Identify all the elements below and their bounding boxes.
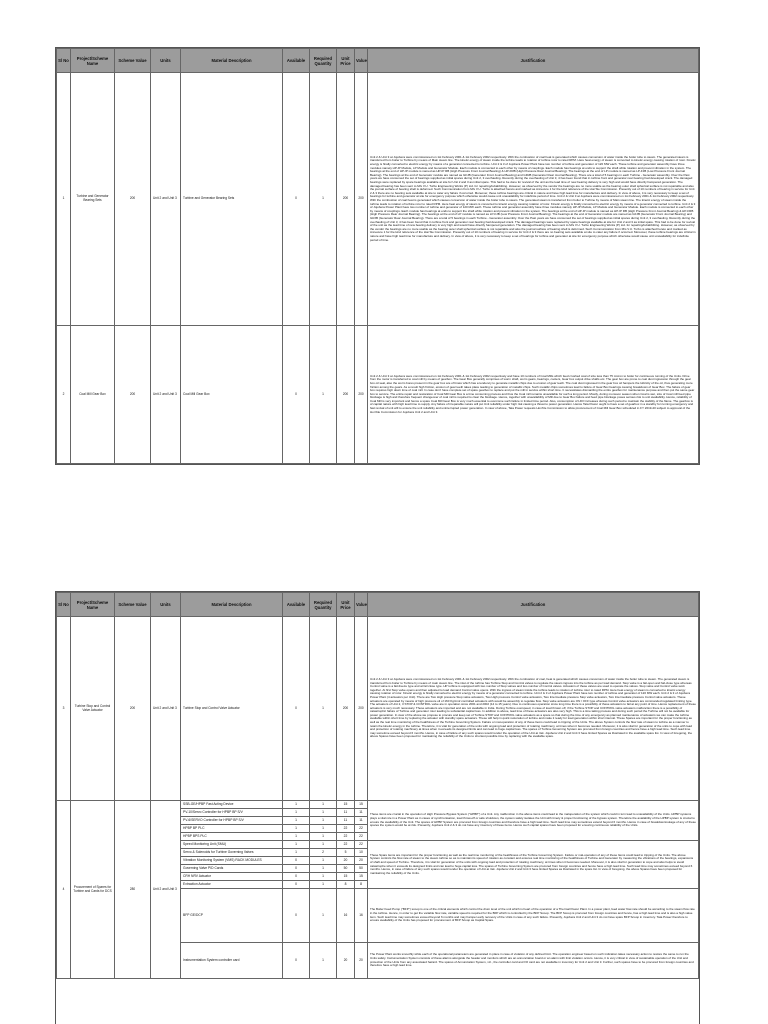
cell-price: 50 [337, 865, 355, 873]
material-table [56, 48, 699, 464]
cell-material: Governing Valve PID Cards [181, 865, 283, 873]
cell-required: 1 [310, 817, 337, 825]
col-available: Available [283, 49, 310, 73]
table-row [57, 617, 699, 801]
cell-price: 22 [337, 841, 355, 849]
col-material: Material Description [181, 49, 283, 73]
cell-value: 22 [355, 833, 368, 841]
cell-justification: These Spare items are important for the proper functioning as well as the real time monitoring of the healthiness of the Turbine Governing System. Failure or mal-operation of any of these Items could lead to tripping of the Units. The above System controls the flow rate of steam to the steam turbine so as to maintain its speed of rotation as constant and ensures real time monitoring of the healthiness of Turbine and Generator by measuring the vibrations of the bearings, expansions of shaft and speed of Turbine. Therefore, it is vital for generation of the units with ongoing load and protection of rotating machinery, at times when it becomes needed. Moreover, it is also vital for generation to cope and also helps to avoid catastrophe when it exceeds its designed limits and can lead to huge capital loss. The spares of Turbine Governing System are procured from foreign countries and hence have a high lead time. Such lead time may sometimes exceed beyond 6 months. Hence, in case of failure of any such spares would render the operation of Unit at risk. Jojobera Unit 2 and Unit 3 have limited Spares as illustrated in the spare list. In view of foregoing, the above Spares have been proposed for maintaining the reliability of the Units. [368, 841, 699, 889]
cell-required: 1 [310, 881, 337, 889]
cell-units: Unit 2 and Unit 3 [151, 617, 181, 801]
col-sl-no: Sl No [57, 593, 71, 617]
col-value: Value [355, 49, 368, 73]
cell-required: 1 [310, 809, 337, 817]
cell-value: 20 [355, 943, 368, 979]
col-required: Required Quantity [310, 49, 337, 73]
cell-units: Unit 2 and Unit 3 [151, 73, 181, 326]
cell-value: 15 [355, 801, 368, 809]
cell-required: 1 [310, 889, 337, 943]
cell-value: 8 [355, 881, 368, 889]
cell-sl: 1 [57, 73, 71, 326]
cell-value: 15 [355, 873, 368, 881]
cell-scheme-value: 200 [115, 326, 151, 464]
cell-justification: Unit 2 & Unit 3 at Jojobera were commissioned on 1st February 2001 & 1st February 2002 respectively and have 10 numbers of Coal Mills which feed crushed coal of size less than 75 micron to boiler for continuous running of the Units. Drive from the motor is transferred to coal mill by means of gearbox. The Gear Box generally comprises of worm shaft, worm gears, bearings, coolers, Gear box output drive shafts etc. The gear box are prone to coal dust ingression through the gear box oil seal, also the worm bores present in the gear box are of brass which has a tendency to generate metallic chips due to erosion of gear teeth. The coal dust ingressed in the gear box oil hampers the lubricity of the oil, thus generating more friction among the gears. As a result high friction, erosion of gear teeth takes place leading to generation of metallic chips. Such metallic chips sometimes lead to failure of Gear Box bearings causing breakdown of Gear Box. The failure of gear box requires high down time of coal mill. In case don't have complete set of spare gearbox to replace and put the mill in service within short time. It necessitates dismantling the entire gearbox for maintenance purpose and then put the same gear box to service. The entire repair and restoration of Coal Mill Gear Box is a time consuming process and thus the Coal mill remains unavailable for such a long period. Mostly, during monsoon season when Coal is wet, size of Coal mill feed pipe blockage is high and therefore frequent changeover of coal mill is required to clear the blockage. Hence, together with unavailability of Mill due to Gear Box failure and feed pipe blockage poses serious risk to unit availability. Hence, reliability of Coal Mill is very important and hence a spare Coal Mill Gear Box is very much essential to overcome such failure in limited time period. Also, consumption of LDO increases during such period to maintain the stability of the flame. The gearbox is of capital nature with high lead time to supply. Any failure of irreparable nature will put Unit reliability under high risk causing a threat to power generation. Hence Tata Power ought to have a set of gearbox in a standby for running emergency and fast revival of unit will to ensure the unit reliability and uninterrupted power generation. In view of above, Tata Power requests Hon'ble Commission to allow procurement of Coal Mill Gear Box scheduled in FY 2019-20 subject to approval of the Hon'ble Commission for Jojobera Unit 2 and Unit 3. [368, 326, 699, 464]
cell-project: Turbine Stop and Control Valve Actuator [71, 617, 115, 801]
cell-value: 11 [355, 809, 368, 817]
cell-justification: Unit 2 & Unit 3 at Jojobera were commissioned on 1st February 2001 & 1st February 2002 respectively. With the combustion of coal heat is generated which causes conversion of water inside the boiler tube to steam. The generated steam is transferred from boiler to Turbine by means of Main steam line. The kinetic energy of steam inside the turbine leads to rotation of turbine rotor to rated RPM. Here heat energy of steam is converted to kinetic energy causing rotation of rotor. Kinetic energy is finally converted to electric energy by means of a generator connected to turbine. Unit 2 & 3 of Jojobera Power Plant have two number of turbine and generator of 120 MW each. These turbine and generator assembly have three modules namely HP-IP Module, LP Module and Generator Module. Each module is connected to each other by means of couplings. Each module has bearings at ends to support the shaft while rotation and prevent vibration in the system. The bearings at the end of HP-IP module is named as HP-IP RB (High Pressure Front Journal Bearing) & HP-FRB (High Pressure Rear Journal Bearing). The bearings at the end of LP module is named as LP-FJB (Low Pressure Front Journal Bearing). The bearings at the end of Generator module are named as GFJB (Generator Front Journal Bearing) and GRJB (Generator Rear Journal Bearing). There are a total of 5 bearings in each Turbine - Generator assembly. Over the Past years we have consumed the set of bearings supplied as initial spares during Unit 2, 3 overhauling. Recently during the overhauling of Unit 3, 4 has been found that in turbine front and generator rear bearing had developed crack. The damaged bearings were replaced by spare bearings available at site for Unit 2 and 3 as initial spare. This had to be done for revival of the unit as the lead time of new bearing delivery is very high and would have directly hampered generation. The damaged bearing has been sent to M/s V.U. Turbo Engineering Works (P) Ltd. for repairing/rebabbitting. However, as observed by the vendor the bearings are no more usable as the bearing outer shell spherical surface is not repairable and also the journal surface of bearing shell is deformed. Such Communication from M/s V.U. Turbo is attached hereto and marked as Annexure 1 for the kind reference of the Hon'ble Commission. Presently out of 10 numbers of bearing in service for Unit 2 & 3 there are no bearing sets available at site to cater any failure if occurred. Moreover, these turbine bearings are critical in nature and have high lead time for manufacture and delivery. In view of above, it is very necessary to keep a set of bearings for turbine and generator at site for emergency purpose which otherwise would cause unit unavailability for indefinite period of time. Unit 2 & Unit 3 at Jojobera were commissioned on 1st February 2001 & 1st February 2002 respectively. With the combustion of coal heat is generated which causes conversion of water inside the boiler tube to steam. The generated steam is transferred from boiler to Turbine by means of Main steam line. The kinetic energy of steam inside the turbine leads to rotation of turbine rotor to rated RPM. Here heat energy of steam is converted to kinetic energy causing rotation of rotor. Kinetic energy is finally converted to electric energy by means of a generator connected to turbine. Unit 2 & 3 of Jojobera Power Plant have two number of turbine and generator of 120 MW each. These turbine and generator assembly have three modules namely HP-IP Module, LP Module and Generator Module. Each module is connected to each other by means of couplings. Each module has bearings at ends to support the shaft while rotation and prevent vibration in the system. The bearings at the end of HP-IP module is named as HP-IP RB (High Pressure Front Journal Bearing) & HP-FRB (High Pressure Rear Journal Bearing). The bearings at the end of LP module is named as LP-FJB (Low Pressure Front Journal Bearing). The bearings at the end of Generator module are named as GFJB (Generator Front Journal Bearing) and GRJB (Generator Rear Journal Bearing). There are a total of 5 bearings in each Turbine - Generator assembly. Over the Past years we have consumed the set of bearings supplied as initial spares during Unit 2, 3 overhauling. Recently during the overhauling of Unit 3, 4 has been found that in turbine front and generator rear bearing had developed crack. The damaged bearings were replaced by spare bearings available at site for Unit 2 and 3 as initial spare. This had to be done for revival of the unit as the lead time of new bearing delivery is very high and would have directly hampered generation. The damaged bearing has been sent to M/s V.U. Turbo Engineering Works (P) Ltd. for repairing/rebabbitting. However, as observed by the vendor the bearings are no more usable as the bearing outer shell spherical surface is not repairable and also the journal surface of bearing shell is deformed. Such Communication from M/s V.U. Turbo is attached hereto and marked as Annexure 1 for the kind reference of the Hon'ble Commission. Presently out of 10 numbers of bearing in service for Unit 2 & 3 there are no bearing sets available at site to cater any failure if occurred. Moreover, these turbine bearings are critical in nature and have high lead time for manufacture and delivery. In view of above, it is very necessary to keep a set of bearings for turbine and generator at site for emergency purpose which otherwise would cause unit unavailability for indefinite period of time. [368, 73, 699, 326]
cell-scheme-value: 200 [115, 617, 151, 801]
cell-price: 11 [337, 809, 355, 817]
table-row [57, 801, 699, 809]
cell-price: 200 [337, 617, 355, 801]
cell-value: 200 [355, 73, 368, 326]
table-row [57, 73, 699, 326]
cell-material: Servo & Solenoids for Turbine Governing Valves [181, 849, 283, 857]
cell-required: 1 [310, 73, 337, 326]
cell-price: 20 [337, 857, 355, 865]
col-available: Available [283, 593, 310, 617]
cell-project: Coal Mill Gear Box [71, 326, 115, 464]
cell-units: Unit 2 and Unit 3 [151, 801, 181, 979]
table-sheet-1 [55, 47, 700, 465]
cell-available: 0 [283, 889, 310, 943]
cell-material: PV-6/SERVO Controller for HPBP BP S/V [181, 817, 283, 825]
table-row [57, 326, 699, 464]
cell-material: Coal Mill Gear Box [181, 326, 283, 464]
cell-required: 1 [310, 801, 337, 809]
cell-price: 20 [337, 943, 355, 979]
cell-available: 1 [283, 833, 310, 841]
cell-required: 1 [310, 833, 337, 841]
col-justification: Justification [368, 49, 699, 73]
cell-material: Extraction Actuator [181, 881, 283, 889]
cell-value: 22 [355, 825, 368, 833]
cell-material: SSB-GE/HPBP Fast Acting Device [181, 801, 283, 809]
col-unit-price: Unit Price [337, 593, 355, 617]
col-project: Project/Scheme Name [71, 49, 115, 73]
cell-material: CRH NRV Actuator [181, 873, 283, 881]
cell-price: 22 [337, 833, 355, 841]
cell-justification: These items are crucial in the operation of High Pressure Bypass System ("HPBP") of a Unit. Any malfunction in the above items could lead to the maloperation of the system which could in turn lead to unavailability of the Units. HPBP systems plays a vital role in a Power Plant as in cases of synchronisation, load throw-off or safe shutdown, the system safely isolates the Unit with timely & proper functioning of the bypass system. Therefore the availability of the HPBP system is crucial to ensure the availability of the Unit. The spares of HPBP System are procured from foreign countries and therefore have a high lead time. Such lead time may sometimes extend beyond 6 months. Hence in case of breakdown/outage of any of these spares the system would be at risk. Presently, Jojobera Unit 2 & 3 do not have any inventory of these items. Hence such capital spares have been proposed for ensuring continuous reliability of the Units. [368, 801, 699, 841]
cell-price: 11 [337, 817, 355, 825]
col-justification: Justification [368, 593, 699, 617]
cell-available: 1 [283, 841, 310, 849]
col-project: Project/Scheme Name [71, 593, 115, 617]
cell-available: 0 [283, 73, 310, 326]
cell-value: 10 [355, 849, 368, 857]
cell-scheme-value: 280 [115, 801, 151, 979]
cell-scheme-value: 200 [115, 73, 151, 326]
cell-value: 20 [355, 857, 368, 865]
material-table [56, 592, 699, 979]
cell-required: 2 [310, 849, 337, 857]
cell-material: PV-10/Servo Controller for HPBP BP S/V [181, 809, 283, 817]
cell-justification: The Boiler Feed Pump ("BFP") scoop is one of the critical elements which control the drum level of the unit which is heart of the operation of a Thermal Power Plant. In a power plant, feed water flow rate should be according to the steam flow rate in the turbine. Hence, in order to get the variable flow rate, variable speed is required for the BFP which is controlled by the BFP Scoop. The BFP Scoop is procured from foreign countries and hence, has a high lead time and is also a high value item. Such lead time may sometimes exceed beyond 6 months and may hamper early recovery of the Units in case of any such failure. Presently, Jojobera Unit 2 and Unit 3 do not have spare BFP Scoop in inventory. Tata Power therefore to ensure availability of the Units has proposed for procurement of BFP Scoop as Capital Spare. [368, 889, 699, 943]
cell-justification: The Power Plant works smoothly while each of the operational parameters are generated in place in case of violation of any defined limit. The operation engineer based on such indication takes necessary action to restore the same to run the Units safely. Instrumentation System consists of these alarms alongside the header and monitors which are an annunciation board or an alarm with limit violation occurs. Hence, it is very critical in view of sustainable operation of the Unit and protection of the Units from any associated hazard. The spares of Annunciation System, viz., the controller card and I/O card are not available in inventory for Unit 2 and Unit 3. Further, such spares have to be procured from foreign countries and therefore have a high lead time. [368, 943, 699, 979]
cell-available: 0 [283, 857, 310, 865]
cell-material: Instrumentation System controller card [181, 943, 283, 979]
cell-available: 0 [283, 617, 310, 801]
cell-available: 1 [283, 809, 310, 817]
cell-required: 1 [310, 943, 337, 979]
cell-value: 22 [355, 841, 368, 849]
cell-project: Procurement of Spares for Turbine and Cards for DCS [71, 801, 115, 979]
col-units: Units [151, 49, 181, 73]
cell-justification: Unit 2 & Unit 3 at Jojobera were commissioned on 1st February 2001 & 1st February 2002 respectively. With the combustion of coal, heat is generated which causes conversion of water inside the boiler tube to steam. The generated steam is transferred from boiler to Turbine by means of main steam line. The inlet of the turbine has Turbine Stop and Control valves to regulate the steam ingress into the turbine as per load demand. Stop valve is a fail-open and fail-close type whereas Control valve is a fail-freeze type and at fail close type. HP turbine is equipped with two number of Stop valves and two number of Control valves. Actuators of these valves are used to operate the valves. Stop valve and Control valve work together. At first Stop valve opens and then adjusted to load demand Control valve opens. With the ingress of steam inside the turbine leads to rotation of turbine rotor to rated RPM. Here heat energy of steam is converted to kinetic energy causing rotation of rotor. Kinetic energy is finally converted to electric energy by means of a generator connected to turbine. Unit 2 & 3 of Jojobera Power Plant have two number of turbine and generator of 120 MW each. Unit 2 & 3 of Jojobera Power Plant (4 actuators per Unit). There are Two High pressure Stop valve actuators, Two High pressure Control valve actuators, Two Intermediate pressure Stop valve actuators, Two Intermediate pressure Control valve actuators. These actuators are operated by means of high pressure oil of 160 Kg/cm2 controlled actuators with would be assembly to regulate flow. Stop valve actuators are ON / OFF type whereas Control valve actuators are commanded regulated limiting type. The actuators of Unit 2, 3 STOP & CONTROL valve are in operation since 2001 and 2002 (14 to 15 years). Due to continuous operation since long time there is a possibility of these actuators to fail at any point of time. Hence replacement of these actuators is very much necessary. These actuators are imported and are not available in India. During Turbine overspeed, in case of load thrown off, if the Turbine STOP and CONTROL valve actuators malfunction there is a possibility of catastrophic failure of Turbine and generator rotor leading to substantial capital loss. In addition to above, lead time of these actuators are also very high. This is a time taking process and during such period the Turbine will not be available for power generation. In view of the above we propose to procure and keep set of Turbine STOP and CONTROL valve actuators as a spare so that during the time of any emergency as planned maintenance of actuators we can make the turbine available within short time by replacing the actuator with standby spare actuators. These will help in quick restoration of turbine and make it ready for load generation within short interval. These Spares are important for the proper functioning as well as the real time monitoring of the healthiness of the Turbine Governing System. Failure or mal-operation of any of these Items could lead to tripping of the Units. The above System controls the flow rate of steam to turbine as a manner to retain the kinetic energy in the turbine. Therefore, it is vital for generation of the units with ongoing load and protection of rotating machinery, at times when it becomes needed. Moreover, it is also vital for generation of the units to cope with load and protection of rotating machinery at times when it exceeds its designed limits and can lead to huge capital loss. The spares of Turbine Governing System are procured from foreign countries and hence have a high lead time. Such lead time may sometime exceed beyond 6 months. Hence, in case of failure of any such spares would render the operation of the Unit at risk. Jojobera Unit 2 and Unit 3 have limited Spares as illustrated in the available spare list. In view of foregoing, the above Spares have been proposed for maintaining the reliability of the Units to shortest possible time by replacing with the available spare. [368, 617, 699, 801]
cell-available: 0 [283, 881, 310, 889]
col-sl-no: Sl No [57, 49, 71, 73]
cell-required: 1 [310, 865, 337, 873]
cell-price: 5 [337, 849, 355, 857]
cell-value: 11 [355, 817, 368, 825]
cell-available: 1 [283, 801, 310, 809]
cell-sl: 4 [57, 801, 71, 979]
cell-price: 15 [337, 801, 355, 809]
cell-material: HPBP BP PLC [181, 825, 283, 833]
cell-available: 0 [283, 326, 310, 464]
cell-project: Turbine and Generator Bearing Sets [71, 73, 115, 326]
cell-available: 0 [283, 943, 310, 979]
cell-required: 1 [310, 825, 337, 833]
table-sheet-2 [55, 591, 700, 1024]
cell-available: 1 [283, 849, 310, 857]
cell-value: 50 [355, 865, 368, 873]
cell-value: 200 [355, 617, 368, 801]
cell-material: HPBP BPS PLC [181, 833, 283, 841]
cell-required: 1 [310, 326, 337, 464]
cell-available: 1 [283, 825, 310, 833]
cell-price: 15 [337, 873, 355, 881]
col-scheme-value: Scheme Value [115, 49, 151, 73]
cell-material: Turbine Stop and Control Valve Actuator [181, 617, 283, 801]
col-unit-price: Unit Price [337, 49, 355, 73]
cell-required: 1 [310, 617, 337, 801]
cell-material: Speed Monitoring Unit (SMU) [181, 841, 283, 849]
col-required: Required Quantity [310, 593, 337, 617]
cell-price: 8 [337, 881, 355, 889]
cell-material: Vibration Monitoring System (VMS) RACK MODULES [181, 857, 283, 865]
cell-required: 1 [310, 841, 337, 849]
cell-sl: 2 [57, 326, 71, 464]
col-material: Material Description [181, 593, 283, 617]
cell-units: Unit 2 and Unit 3 [151, 326, 181, 464]
cell-sl: 3 [57, 617, 71, 801]
cell-required: 1 [310, 873, 337, 881]
cell-price: 200 [337, 326, 355, 464]
cell-available: 1 [283, 817, 310, 825]
cell-required: 1 [310, 857, 337, 865]
col-value: Value [355, 593, 368, 617]
cell-available: 0 [283, 873, 310, 881]
header-row [57, 49, 699, 73]
cell-available: 0 [283, 865, 310, 873]
col-scheme-value: Scheme Value [115, 593, 151, 617]
header-row [57, 593, 699, 617]
cell-price: 16 [337, 889, 355, 943]
cell-value: 200 [355, 326, 368, 464]
cell-value: 16 [355, 889, 368, 943]
col-units: Units [151, 593, 181, 617]
cell-material: Turbine and Generator Bearing Sets [181, 73, 283, 326]
cell-material: BFP GE/DCP [181, 889, 283, 943]
cell-price: 200 [337, 73, 355, 326]
cell-price: 22 [337, 825, 355, 833]
